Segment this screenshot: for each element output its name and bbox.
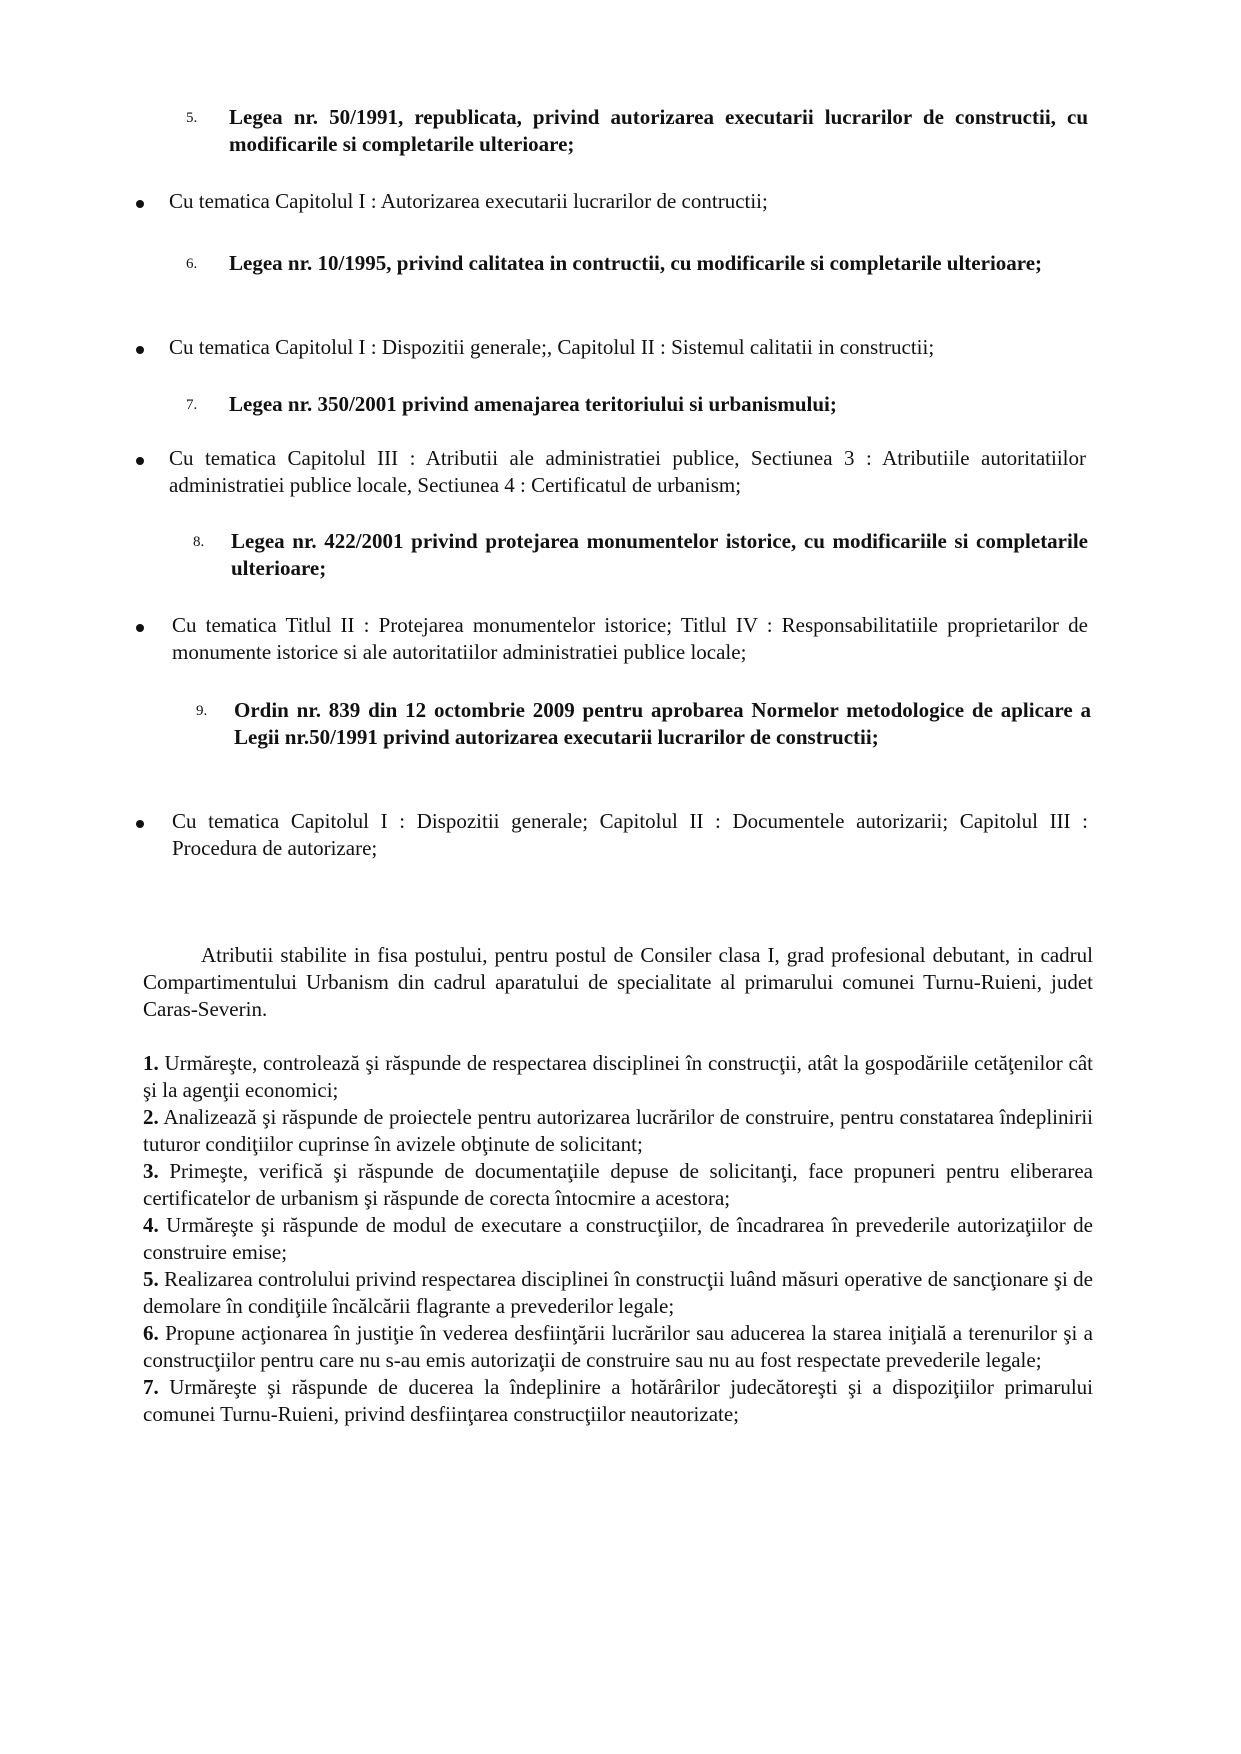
law-number: 5. (186, 110, 198, 126)
duty-number: 7. (143, 1375, 159, 1399)
law-item-8 (193, 528, 1088, 582)
duty-number: 2. (143, 1105, 159, 1129)
duty-item (143, 1050, 1093, 1104)
law-title: Legea nr. 422/2001 privind protejarea monumentelor istorice, cu modificariile si completarile ulterioare; (231, 529, 1088, 580)
law-number: 8. (193, 534, 205, 550)
topic-bullet (136, 188, 1086, 215)
law-number: 6. (186, 256, 198, 272)
law-item-7 (186, 391, 1088, 418)
topic-bullet (136, 808, 1088, 862)
duty-number: 6. (143, 1321, 159, 1345)
duty-item (143, 1374, 1093, 1428)
duty-item (143, 1266, 1093, 1320)
law-item-6 (186, 250, 1088, 277)
topic-bullet (136, 612, 1088, 666)
duty-item (143, 1212, 1093, 1266)
duty-number: 5. (143, 1267, 159, 1291)
law-title: Legea nr. 10/1995, privind calitatea in contructii, cu modificarile si completarile ulterioare; (229, 251, 1043, 275)
bullet-icon (136, 346, 144, 354)
duties-list (143, 1050, 1093, 1428)
topic-text: Cu tematica Capitolul I : Dispozitii generale;, Capitolul II : Sistemul calitatii in constructii; (169, 335, 935, 359)
law-number: 9. (196, 703, 208, 719)
topic-text: Cu tematica Capitolul III : Atributii ale administratiei publice, Sectiunea 3 : Atributiile autoritatiilor administratiei publice locale, Sectiunea 4 : Certificatul de urbanism; (169, 446, 1086, 497)
duty-text: Realizarea controlului privind respectarea disciplinei în construcţii luând măsuri operative de sancţionare şi de demolare în condiţiile încălcării flagrante a prevederilor legale; (143, 1267, 1093, 1318)
bullet-icon (136, 200, 144, 208)
topic-text: Cu tematica Capitolul I : Dispozitii generale; Capitolul II : Documentele autorizarii; Capitolul III : Procedura de autorizare; (172, 809, 1088, 860)
duty-number: 3. (143, 1159, 159, 1183)
law-item-9 (196, 697, 1091, 751)
law-title: Ordin nr. 839 din 12 octombrie 2009 pentru aprobarea Normelor metodologice de aplicare a Legii nr.50/1991 privind autorizarea executarii lucrarilor de constructii; (234, 698, 1091, 749)
duty-text: Analizează şi răspunde de proiectele pentru autorizarea lucrărilor de construire, pentru constatarea îndeplinirii tuturor condiţiilor cuprinse în avizele obţinute de solicitant; (143, 1105, 1094, 1156)
duty-item (143, 1158, 1093, 1212)
topic-bullet (136, 334, 1086, 361)
duty-text: Propune acţionarea în justiţie în vederea desfiinţării lucrărilor sau aducerea la starea iniţială a terenurilor şi a construcţiilor pentru care nu s-au emis autorizaţii de construire sau nu au fost respectate prevederile legale; (143, 1321, 1094, 1372)
duty-text: Primeşte, verifică şi răspunde de documentaţiile depuse de solicitanţi, face propuneri pentru eliberarea certificatelor de urbanism şi răspunde de corecta întocmire a acestora; (143, 1159, 1094, 1210)
duty-text: Urmăreşte şi răspunde de modul de executare a construcţiilor, de încadrarea în prevederile autorizaţiilor de construire emise; (143, 1213, 1093, 1264)
duty-item (143, 1104, 1093, 1158)
topic-text: Cu tematica Titlul II : Protejarea monumentelor istorice; Titlul IV : Responsabilitatiile proprietarilor de monumente istorice si ale autoritatiilor administratiei publice locale; (172, 613, 1088, 664)
duty-number: 1. (143, 1051, 159, 1075)
bullet-icon (136, 457, 144, 465)
topic-text: Cu tematica Capitolul I : Autorizarea executarii lucrarilor de contructii; (169, 189, 768, 213)
law-item-5 (186, 104, 1088, 158)
duty-text: Urmăreşte şi răspunde de ducerea la îndeplinire a hotărârilor judecătoreşti şi a dispoziţiilor primarului comunei Turnu-Ruieni, privind desfiinţarea construcţiilor neautorizate; (143, 1375, 1094, 1426)
bullet-icon (136, 820, 144, 828)
bullet-icon (136, 624, 144, 632)
duty-text: Urmăreşte, controlează şi răspunde de respectarea disciplinei în construcţii, atât la gospodăriile cetăţenilor cât şi la agenţii economici; (143, 1051, 1094, 1102)
law-title: Legea nr. 50/1991, republicata, privind autorizarea executarii lucrarilor de constructii, cu modificarile si completarile ulterioare; (229, 105, 1088, 156)
duty-number: 4. (143, 1213, 159, 1237)
job-description-intro: Atributii stabilite in fisa postului, pentru postul de Consiler clasa I, grad profesional debutant, in cadrul Compartimentului Urbanism din cadrul aparatului de specialitate al primarului comunei Turnu-Ruieni, judet Caras-Severin. (143, 943, 1093, 1021)
law-title: Legea nr. 350/2001 privind amenajarea teritoriului si urbanismului; (229, 392, 837, 416)
duty-item (143, 1320, 1093, 1374)
topic-bullet (136, 445, 1086, 499)
law-number: 7. (186, 397, 198, 413)
